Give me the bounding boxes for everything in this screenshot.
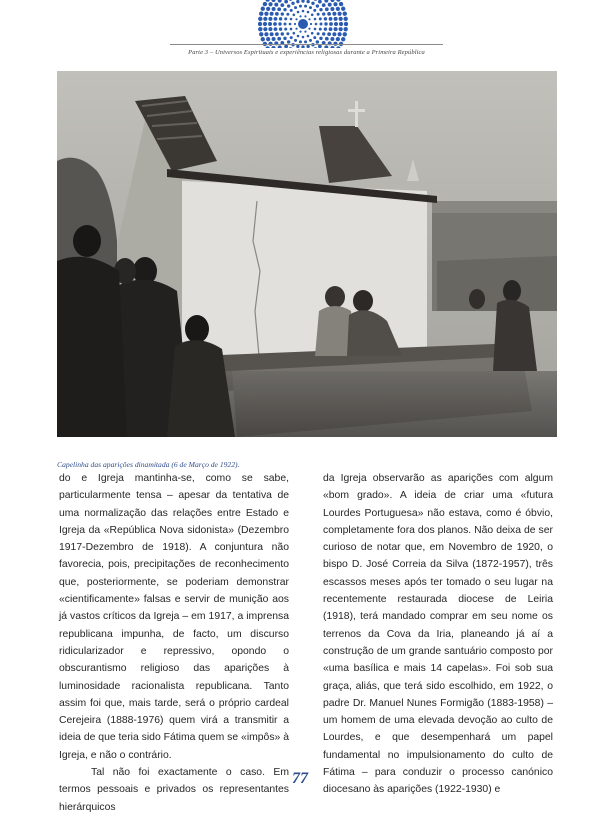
- page-number: 77: [292, 770, 308, 787]
- chapel-photograph: [57, 71, 557, 437]
- paragraph: da Igreja observarão as aparições com algum «bom grado». A ideia de criar uma «futura Lourdes Portuguesa» não estava, como é óbvio, completamente fora dos planos. Não deixa de ser curioso de notar que, em Novembro de 1920, o bispo D. José Correia da Silva (1872-1957), três escassos meses após ter tomado o seu lugar na recentemente restaurada diocese de Leiria (1918), terá mandado comprar em seu nome os terrenos da Cova da Iria, planeando já aí a construção de um grande santuário composto por «uma basílica e mais 14 capelas». Foi sob sua graça, aliás, que terá sido escolhido, em 1922, o padre Dr. Manuel Nunes Formigão (1883-1958) – um homem de uma elevada devoção ao culto de Lourdes, e que desempenhará um papel fundamental no impulsionamento do culto de Fátima – para conduzir o processo canónico diocesano às aparições (1922-1930) e: [323, 473, 553, 796]
- body-column-right: [323, 470, 553, 799]
- dotted-circle-emblem-icon: [258, 0, 348, 48]
- body-column-left: [59, 470, 289, 816]
- paragraph: do e Igreja mantinha-se, como se sabe, particularmente tensa – apesar da tentativa de uma normalização das relações entre Estado e Igreja da «República Nova sidonista» (Dezembro 1917-Dezembro de 1918). A conjuntura não favorecia, pois, precipitações de reconhecimento que, posteriormente, se poderiam demonstrar «cientificamente» falsas e servir de munição aos já vastos críticos da Igreja – em 1917, a imprensa republicana impunha, de facto, um discurso ridicularizador e repressivo, opondo o obscurantismo religioso das aparições à luminosidade racionalista republicana. Tanto assim foi que, mais tarde, será o próprio cardeal Cerejeira (1888-1976) quem virá a transmitir a ideia de que teria sido Fátima quem se «impôs» à Igreja, e não o contrário.: [59, 473, 289, 761]
- paragraph: Tal não foi exactamente o caso. Em termos pessoais e privados os representantes hierárquicos: [59, 767, 289, 813]
- running-header: Parte 3 – Universos Espirituais e experiências religiosas durante a Primeira República: [170, 44, 443, 56]
- figure-caption: Capelinha das aparições dinamitada (6 de Março de 1922).: [57, 460, 240, 469]
